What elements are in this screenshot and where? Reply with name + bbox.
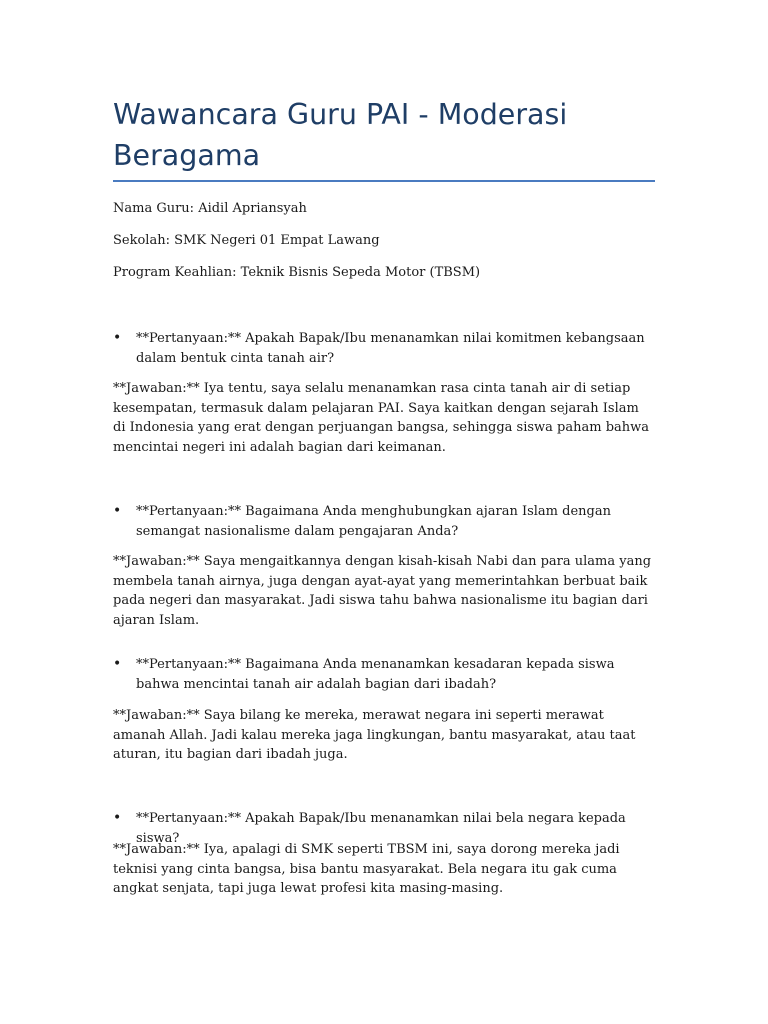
question-text: **Pertanyaan:** Apakah Bapak/Ibu menanamkan nilai komitmen kebangsaan dalam bentuk cinta tanah air? — [136, 331, 645, 366]
question-text: **Pertanyaan:** Bagaimana Anda menanamkan kesadaran kepada siswa bahwa mencintai tanah air adalah bagian dari ibadah? — [136, 657, 615, 692]
question-item — [113, 329, 653, 368]
question-item — [113, 655, 653, 694]
answer-text: **Jawaban:** Saya bilang ke mereka, merawat negara ini seperti merawat amanah Allah. Jadi kalau mereka jaga lingkungan, bantu masyarakat, atau taat aturan, itu bagian dari ibadah juga. — [113, 708, 636, 762]
bullet-icon: • — [113, 810, 122, 826]
answer-text: **Jawaban:** Saya mengaitkannya dengan kisah-kisah Nabi dan para ulama yang membela tanah airnya, juga dengan ayat-ayat yang memerintahkan berbuat baik pada negeri dan masyarakat. Jadi siswa tahu bahwa nasionalisme itu bagian dari ajaran Islam. — [113, 554, 652, 628]
teacher-name: Nama Guru: Aidil Apriansyah — [113, 201, 307, 216]
title-underline — [113, 180, 655, 182]
document-title: Wawancara Guru PAI - Moderasi Beragama — [113, 98, 568, 172]
bullet-icon: • — [113, 656, 122, 672]
bullet-icon: • — [113, 503, 122, 519]
bullet-icon: • — [113, 330, 122, 346]
question-text: **Pertanyaan:** Apakah Bapak/Ibu menanamkan nilai bela negara kepada siswa? — [136, 811, 626, 846]
answer-text: **Jawaban:** Iya, apalagi di SMK seperti TBSM ini, saya dorong mereka jadi teknisi yang cinta bangsa, bisa bantu masyarakat. Bela negara itu gak cuma angkat senjata, tapi juga lewat profesi kita masing-masing. — [113, 842, 620, 896]
school-name: Sekolah: SMK Negeri 01 Empat Lawang — [113, 233, 380, 248]
answer-text: **Jawaban:** Iya tentu, saya selalu menanamkan rasa cinta tanah air di setiap kesempatan, termasuk dalam pelajaran PAI. Saya kaitkan dengan sejarah Islam di Indonesia yang erat dengan perjuangan bangsa, sehingga siswa paham bahwa mencintai negeri ini adalah bagian dari keimanan. — [113, 381, 650, 455]
program-name: Program Keahlian: Teknik Bisnis Sepeda Motor (TBSM) — [113, 265, 481, 280]
question-text: **Pertanyaan:** Bagaimana Anda menghubungkan ajaran Islam dengan semangat nasionalisme dalam pengajaran Anda? — [136, 504, 611, 539]
question-item — [113, 502, 653, 541]
